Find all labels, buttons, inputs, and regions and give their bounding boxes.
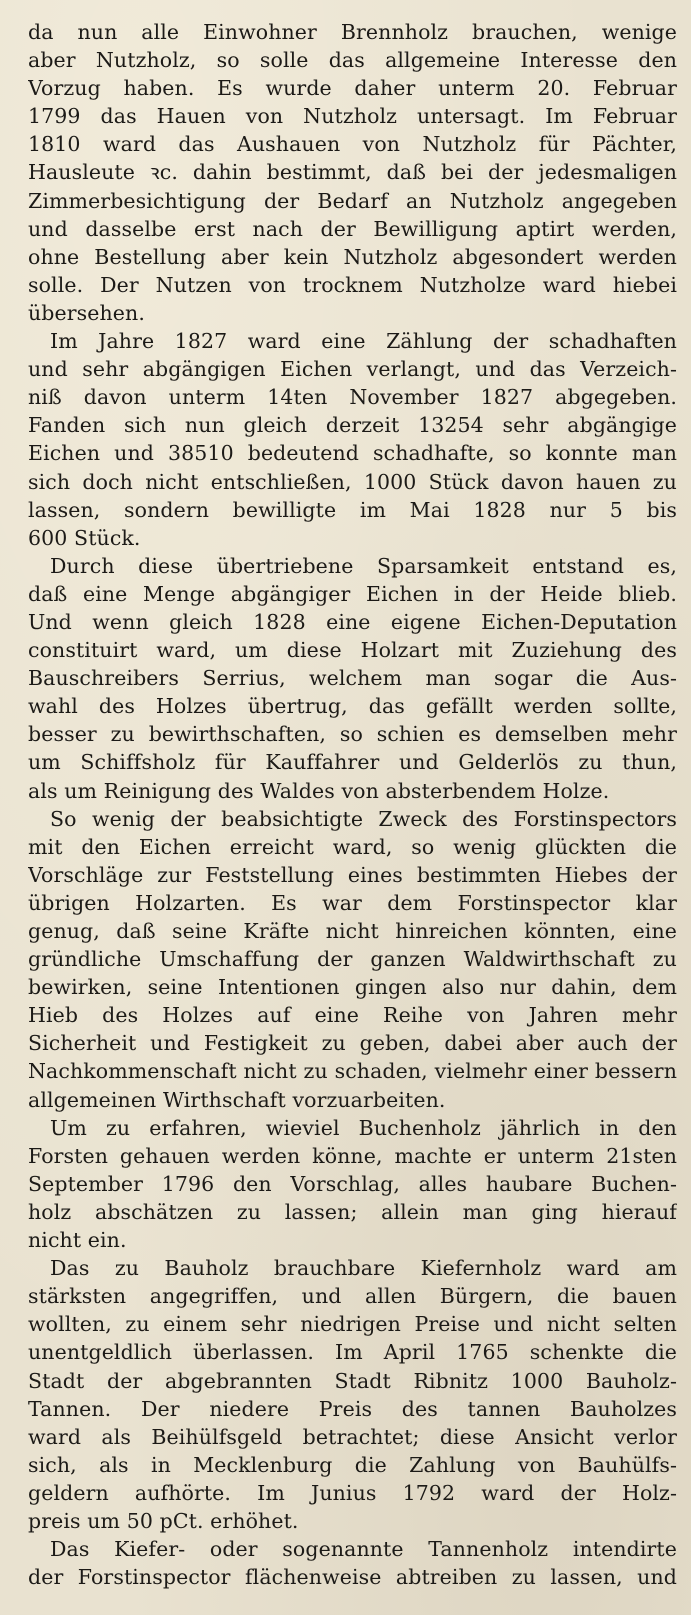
text-line: genug, daß seine Kräfte nicht hinreichen könnten, eine	[28, 919, 677, 943]
text-line: ward als Beihülfsgeld betrachtet; diese Ansicht verlor	[28, 1424, 677, 1449]
text-line: sich doch nicht entschließen, 1000 Stück davon hauen zu	[28, 469, 677, 494]
text-line: besser zu bewirthschaften, so schien es demselben mehr	[28, 722, 677, 747]
paragraph	[28, 18, 677, 327]
text-line: Nachkommenschaft nicht zu schaden, vielmehr einer bessern	[28, 1059, 677, 1084]
text-line: Stadt der abgebrannten Stadt Ribnitz 1000 Bauholz-	[28, 1368, 677, 1393]
text-line: 1799 das Hauen von Nutzholz untersagt. Im Februar	[28, 104, 677, 129]
text-line: bewirken, seine Intentionen gingen also nur dahin, dem	[28, 975, 677, 1000]
text-line: Sicherheit und Festigkeit zu geben, dabei aber auch der	[28, 1031, 677, 1056]
text-line: gründliche Umschaffung der ganzen Waldwirthschaft zu	[28, 947, 677, 972]
text-line: solle. Der Nutzen von trocknem Nutzholze ward hiebei	[28, 272, 677, 297]
text-line: und sehr abgängigen Eichen verlangt, und das Verzeich-	[28, 357, 677, 382]
text-line: Durch diese übertriebene Sparsamkeit entstand es,	[50, 553, 677, 578]
text-line: und dasselbe erst nach der Bewilligung aptirt werden,	[28, 216, 677, 241]
text-line: September 1796 den Vorschlag, alles haubare Buchen-	[28, 1171, 677, 1196]
text-line: Tannen. Der niedere Preis des tannen Bauholzes	[28, 1396, 677, 1421]
text-line: Hausleute ꝛc. dahin bestimmt, daß bei der jedesmaligen	[28, 160, 677, 185]
text-line: ohne Bestellung aber kein Nutzholz abgesondert werden	[28, 244, 677, 269]
text-line: Hieb des Holzes auf eine Reihe von Jahren mehr	[28, 1003, 677, 1028]
text-line: geldern aufhörte. Im Junius 1792 ward der Holz-	[28, 1480, 677, 1505]
text-line: holz abschätzen zu lassen; allein man ging hierauf	[28, 1199, 677, 1224]
text-line: Zimmerbesichtigung der Bedarf an Nutzholz angegeben	[28, 188, 677, 213]
text-line: nicht ein.	[28, 1228, 127, 1253]
text-line: um Schiffsholz für Kauffahrer und Gelderlös zu thun,	[28, 750, 677, 775]
text-line: wahl des Holzes übertrug, das gefällt werden sollte,	[28, 694, 677, 719]
text-line: 600 Stück.	[28, 525, 141, 550]
text-line: Vorschläge zur Feststellung eines bestimmten Hiebes der	[28, 862, 677, 887]
text-line: als um Reinigung des Waldes von absterbendem Holze.	[28, 778, 610, 803]
paragraph	[28, 805, 677, 1114]
paragraph	[28, 327, 677, 552]
text-line: constituirt ward, um diese Holzart mit Zuziehung des	[28, 638, 677, 663]
text-line: mit den Eichen erreicht ward, so wenig glückten die	[28, 834, 677, 859]
paragraph	[28, 1535, 677, 1591]
text-line: 1810 ward das Aushauen von Nutzholz für Pächter,	[28, 132, 677, 157]
text-line: daß eine Menge abgängiger Eichen in der Heide blieb.	[28, 581, 677, 606]
text-line: unentgeldlich überlassen. Im April 1765 schenkte die	[28, 1340, 677, 1365]
text-line: übersehen.	[28, 300, 145, 325]
paragraph	[28, 1254, 677, 1535]
text-line: da nun alle Einwohner Brennholz brauchen, wenige	[28, 20, 677, 44]
text-line: So wenig der beabsichtigte Zweck des Forstinspectors	[50, 806, 677, 831]
text-line: sich, als in Mecklenburg die Zahlung von Bauhülfs-	[28, 1452, 677, 1477]
text-line: Bauschreibers Serrius, welchem man sogar die Aus-	[28, 666, 677, 691]
text-line: allgemeinen Wirthschaft vorzuarbeiten.	[28, 1087, 446, 1112]
text-line: wollten, zu einem sehr niedrigen Preise und nicht selten	[28, 1312, 677, 1337]
text-line: Vorzug haben. Es wurde daher unterm 20. Februar	[28, 76, 677, 101]
text-line: Das zu Bauholz brauchbare Kiefernholz ward am	[50, 1256, 677, 1281]
paragraph	[28, 552, 677, 805]
text-line: übrigen Holzarten. Es war dem Forstinspector klar	[28, 890, 677, 915]
paragraph	[28, 1114, 677, 1254]
text-column	[28, 18, 677, 1591]
text-line: stärksten angegriffen, und allen Bürgern, die bauen	[28, 1284, 677, 1309]
text-line: aber Nutzholz, so solle das allgemeine Interesse den	[28, 48, 677, 73]
text-line: Und wenn gleich 1828 eine eigene Eichen-Deputation	[28, 609, 677, 634]
text-line: Forsten gehauen werden könne, machte er unterm 21sten	[28, 1143, 677, 1168]
text-line: Im Jahre 1827 ward eine Zählung der schadhaften	[50, 329, 677, 354]
text-line: Das Kiefer- oder sogenannte Tannenholz intendirte	[50, 1537, 677, 1562]
text-line: niß davon unterm 14ten November 1827 abgegeben.	[28, 385, 677, 410]
text-line: lassen, sondern bewilligte im Mai 1828 nur 5 bis	[28, 497, 677, 522]
text-line: Fanden sich nun gleich derzeit 13254 sehr abgängige	[28, 413, 677, 438]
text-line: Eichen und 38510 bedeutend schadhafte, so konnte man	[28, 441, 677, 466]
text-line: der Forstinspector flächenweise abtreiben zu lassen, und	[28, 1565, 677, 1590]
text-line: preis um 50 pCt. erhöhet.	[28, 1508, 299, 1533]
text-line: Um zu erfahren, wieviel Buchenholz jährlich in den	[50, 1115, 677, 1140]
